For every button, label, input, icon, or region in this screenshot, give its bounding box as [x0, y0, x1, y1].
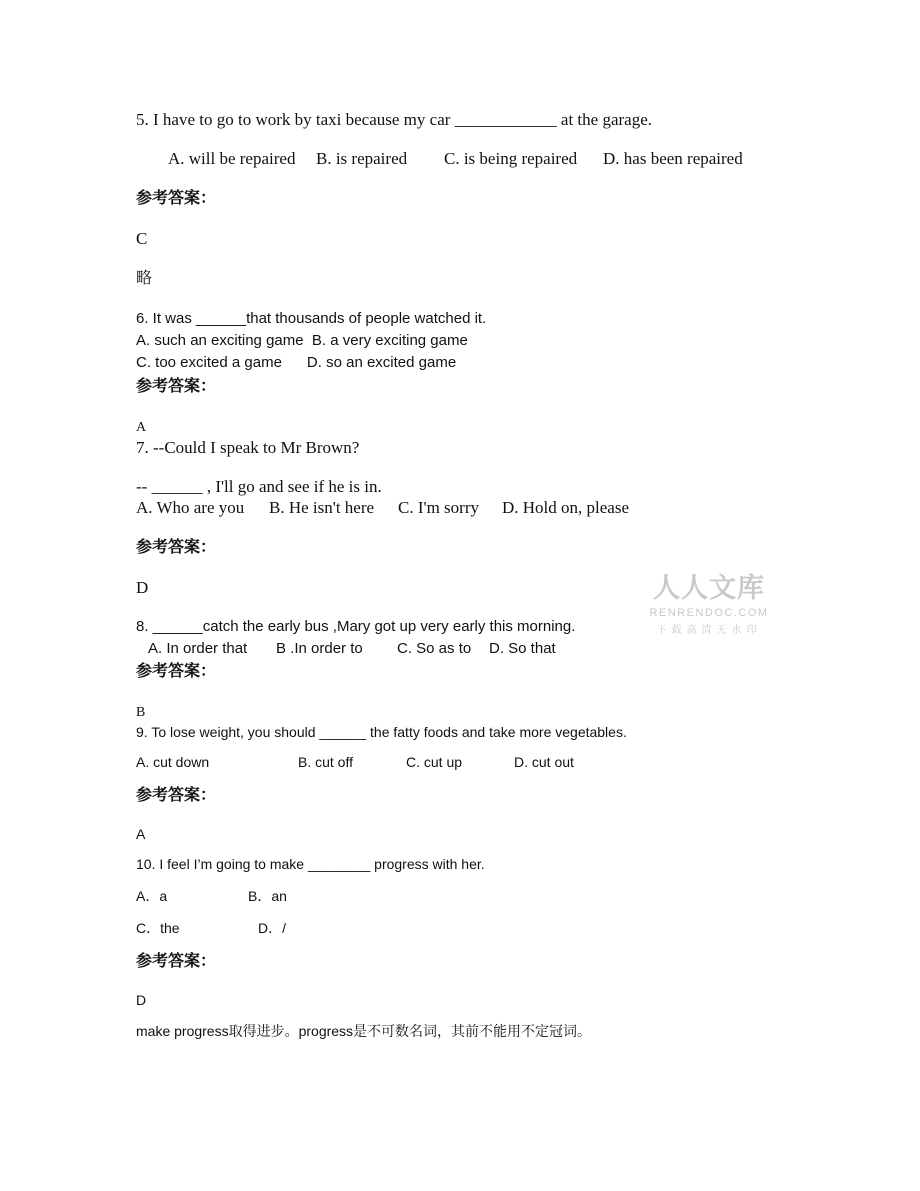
q7-option-d: D. Hold on, please [502, 498, 630, 517]
q9-answer-label: 参考答案： [136, 785, 217, 804]
q7-option-c: C. I'm sorry [398, 498, 479, 517]
q9-option-a: A. cut down [136, 754, 210, 770]
q10-option-d: D．/ [258, 920, 286, 936]
q10-option-b: B．an [248, 888, 287, 904]
q5-stem: 5. I have to go to work by taxi because my car ____________ at the garage. [136, 110, 652, 129]
q6-options-line2: C. too excited a game D. so an excited game [136, 354, 457, 371]
q8-option-d: D. So that [489, 640, 556, 657]
q5-note: 略 [136, 268, 153, 287]
q5-option-a: A. will be repaired [168, 149, 296, 168]
q8-option-b: B .In order to [276, 640, 363, 657]
q10-stem: 10. I feel I’m going to make ________ progress with her. [136, 856, 485, 872]
q8-answer-label: 参考答案： [136, 661, 217, 680]
q10-option-c: C．the [136, 920, 180, 936]
q6-stem: 6. It was ______that thousands of people watched it. [136, 310, 487, 327]
q5-option-d: D. has been repaired [603, 149, 743, 168]
watermark-subtitle: 下载高清无水印 [656, 625, 762, 636]
watermark-url: RENRENDOC.COM [649, 607, 769, 619]
watermark-title: 人人文库 [653, 573, 765, 604]
q9-answer: A [136, 826, 146, 842]
q7-reply: -- ______ , I'll go and see if he is in. [136, 477, 382, 496]
q8-option-c: C. So as to [397, 640, 472, 657]
q9-option-b: B. cut off [298, 754, 353, 770]
q5-answer: C [136, 229, 148, 248]
q9-stem: 9. To lose weight, you should ______ the fatty foods and take more vegetables. [136, 724, 627, 740]
q6-answer: A [136, 420, 147, 435]
q8-option-a: A. In order that [148, 640, 248, 657]
q9-option-d: D. cut out [514, 754, 574, 770]
q6-answer-label: 参考答案： [136, 376, 217, 395]
q7-answer: D [136, 578, 149, 597]
q5-option-c: C. is being repaired [444, 149, 578, 168]
q5-answer-label: 参考答案： [136, 188, 217, 207]
q5-option-b: B. is repaired [316, 149, 408, 168]
q10-answer: D [136, 992, 147, 1008]
q10-explanation: make progress取得进步。progress是不可数名词，其前不能用不定冠词。 [136, 1023, 592, 1039]
q10-option-a: A．a [136, 888, 168, 904]
q7-option-b: B. He isn't here [269, 498, 375, 517]
q9-option-c: C. cut up [406, 754, 463, 770]
q7-option-a: A. Who are you [136, 498, 245, 517]
watermark [646, 566, 772, 636]
q6-options-line1: A. such an exciting game B. a very exciting game [136, 332, 468, 349]
q8-answer: B [136, 705, 146, 720]
q10-answer-label: 参考答案： [136, 951, 217, 970]
q7-answer-label: 参考答案： [136, 537, 217, 556]
q8-stem: 8. ______catch the early bus ,Mary got up very early this morning. [136, 618, 576, 635]
q7-stem: 7. --Could I speak to Mr Brown? [136, 438, 360, 457]
